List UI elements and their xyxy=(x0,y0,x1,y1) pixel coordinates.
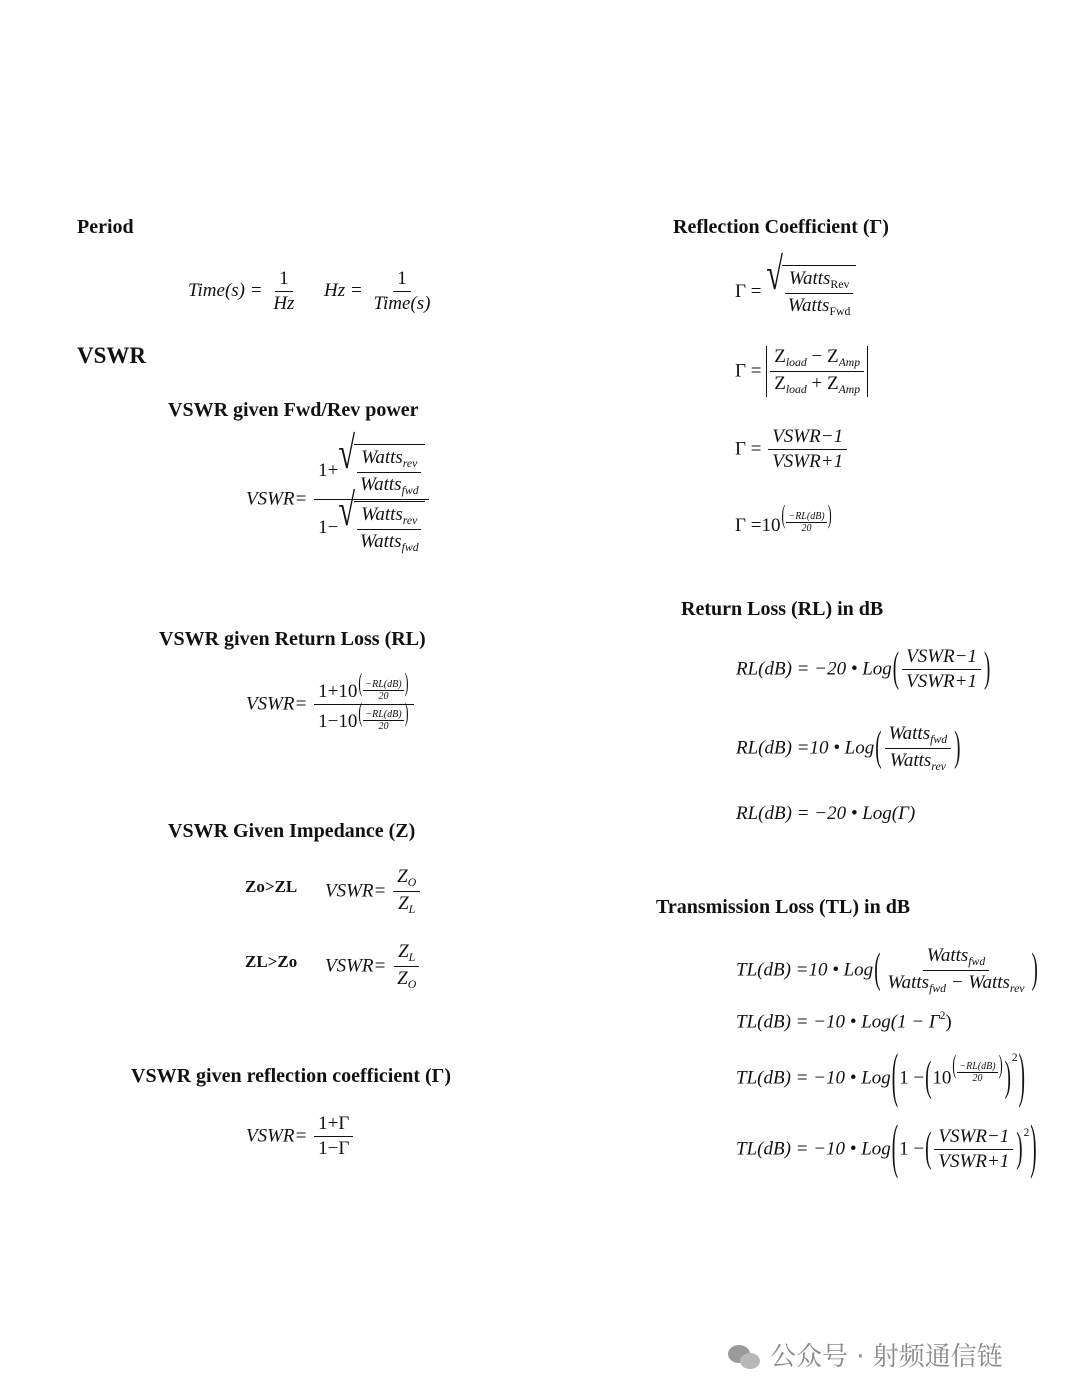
vswr-fwd-rev-lhs: VSWR= xyxy=(246,488,308,510)
tl-rl-equation: TL(dB) = −10 • Log(1 −(10( $\frac{-RL(dB)}{20}$ ) )$^2$) xyxy=(736,1043,1025,1111)
period-eq2-fraction: $\frac{1}{\text{Time(s)}}$ xyxy=(373,268,431,314)
vswr-z-equation-2: VSWR= $\frac{Z_L}{Z_O}$ xyxy=(325,941,422,992)
vswr-rl-equation: VSWR= 1+10( $\frac{-RL(dB)}{20}$ ) 1−10( $\frac{-RL(dB)}{20}$ ) xyxy=(246,676,416,733)
vswr-return-loss-heading: VSWR given Return Loss (RL) xyxy=(159,628,426,650)
rl-watts-equation: RL(dB) =10 • Log( $\frac{Watts_{fwd}}{Watts_{rev}}$ ) xyxy=(736,723,961,774)
gamma-impedance-equation: Γ = $\frac{Z_{load} - Z_{Amp}}{Z_{load} + Z_{Amp}}$ xyxy=(735,346,868,397)
period-equation-time xyxy=(188,268,300,315)
period-equation-hz xyxy=(324,268,436,315)
vswr-fwd-rev-heading: VSWR given Fwd/Rev power xyxy=(168,399,419,421)
vswr-rl-fraction: 1+10( $\frac{-RL(dB)}{20}$ ) 1−10( $\frac{-RL(dB)}{20}$ ) xyxy=(314,676,413,733)
vswr-fwd-rev-fraction: 1+ √ $\frac{Watts_{rev}}{Watts_{fwd}}$ 1− √ $\frac{Watts_{rev}}{Watts_{fwd}}$ xyxy=(314,444,428,555)
vswr-gamma-equation: VSWR= $\frac{1+\Gamma}{1-\Gamma}$ xyxy=(246,1113,355,1160)
vswr-impedance-heading: VSWR Given Impedance (Z) xyxy=(168,820,416,842)
vswr-fwd-rev-equation xyxy=(246,427,431,555)
period-heading: Period xyxy=(77,216,134,238)
vswr-heading: VSWR xyxy=(77,343,147,368)
tl-watts-equation: TL(dB) =10 • Log( $\frac{Watts_{fwd}}{Watts_{fwd} - Watts_{rev}}$ ) xyxy=(736,945,1038,996)
period-eq1-fraction: $\frac{1}{Hz}$ xyxy=(273,268,295,314)
gamma-vswr-equation: Γ = $\frac{\text{VSWR−1}}{\text{VSWR+1}}$ xyxy=(735,426,849,473)
watermark xyxy=(728,1336,1003,1373)
period-eq2-lhs: Hz = xyxy=(324,279,363,301)
watermark-text: 公众号 · 射频通信链 xyxy=(770,1342,1003,1372)
tl-vswr-equation: TL(dB) = −10 • Log(1 −( $\frac{\text{VSWR−1}}{\text{VSWR+1}}$ )$^2$) xyxy=(736,1114,1037,1182)
z-condition-1: Zo>ZL xyxy=(245,877,298,896)
vswr-gamma-heading: VSWR given reflection coefficient (Γ) xyxy=(131,1065,452,1087)
rl-gamma-equation: RL(dB) = −20 • Log(Γ) xyxy=(736,803,916,824)
period-eq1-lhs: Time(s) = xyxy=(188,279,263,301)
gamma-sqrt-equation: Γ = √ $\frac{Watts_{Rev}}{Watts_{Fwd}}$ xyxy=(735,265,856,319)
z-condition-2: ZL>Zo xyxy=(245,952,298,971)
return-loss-heading: Return Loss (RL) in dB xyxy=(681,598,884,620)
gamma-power-equation: Γ =10( $\frac{-RL(dB)}{20}$ ) xyxy=(735,499,832,536)
wechat-icon xyxy=(728,1345,762,1371)
tl-gamma-equation: TL(dB) = −10 • $Log(1 - \Gamma^2)$ xyxy=(736,1010,952,1033)
sqrt-watts-ratio: √ $\frac{Watts_{rev}}{Watts_{fwd}}$ xyxy=(338,444,424,498)
sqrt-watts-ratio: √ $\frac{Watts_{rev}}{Watts_{fwd}}$ xyxy=(338,501,424,555)
vswr-z-equation-1: VSWR= $\frac{Z_O}{Z_L}$ xyxy=(325,866,422,917)
transmission-loss-heading: Transmission Loss (TL) in dB xyxy=(656,896,911,918)
rl-vswr-equation: RL(dB) = −20 • Log( $\frac{\text{VSWR−1}}{\text{VSWR+1}}$ ) xyxy=(736,645,991,692)
reflection-coefficient-heading: Reflection Coefficient (Γ) xyxy=(673,216,889,238)
